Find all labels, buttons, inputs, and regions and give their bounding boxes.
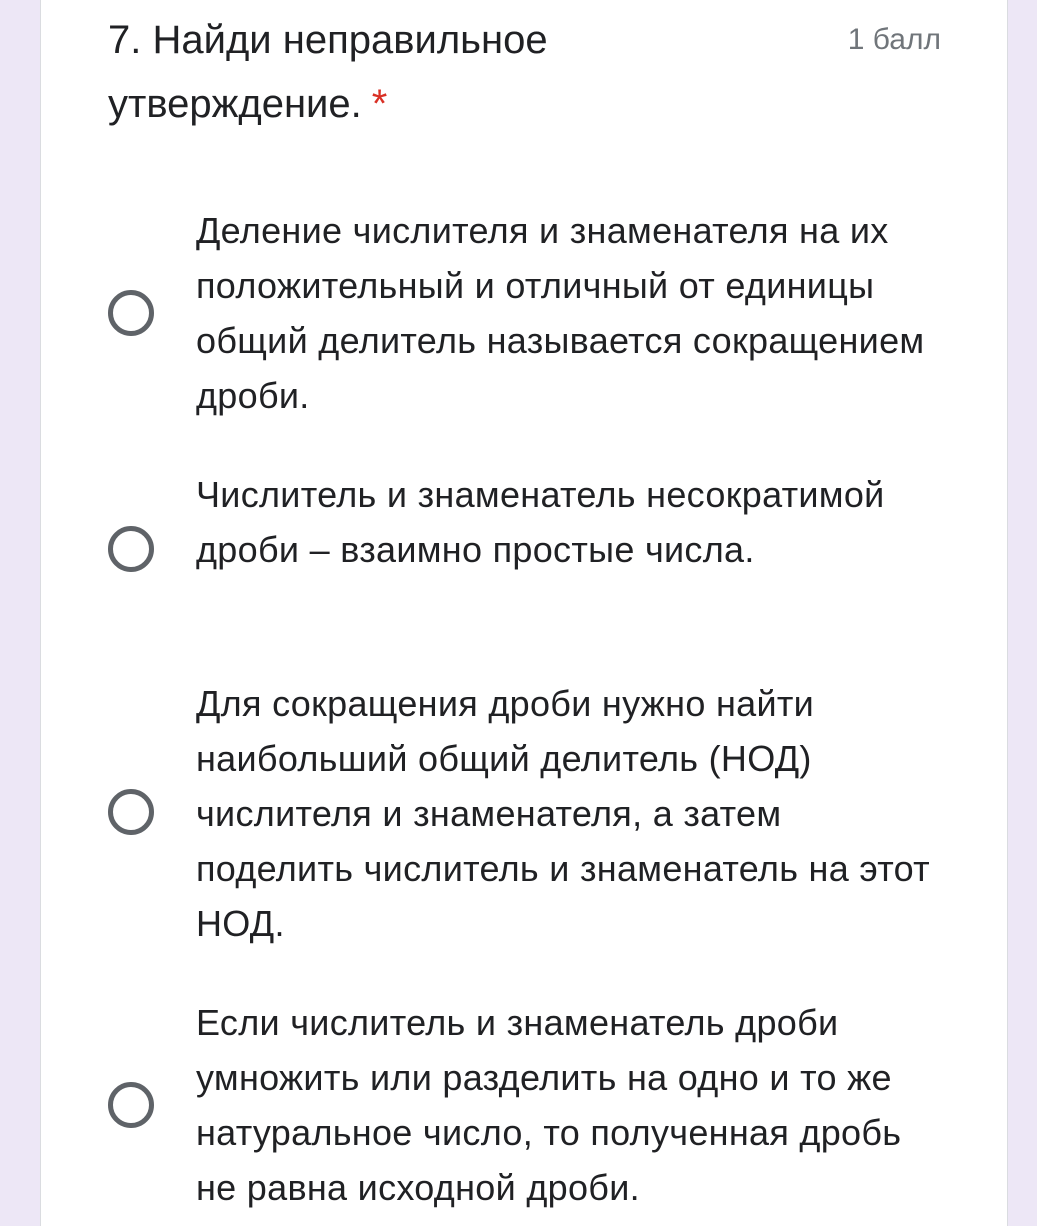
- option-3[interactable]: [108, 676, 968, 951]
- radio-button-4[interactable]: [108, 1082, 154, 1128]
- points-label: 1 балл: [847, 23, 941, 56]
- question-title-text: 7. Найди неправильное утверждение.: [108, 18, 548, 126]
- option-2[interactable]: [108, 467, 968, 632]
- option-label-1: Деление числителя и знаменателя на их положительный и отличный от единицы общий делитель называется сокращением дроби.: [196, 210, 925, 416]
- option-label-4: Если числитель и знаменатель дроби умножить или разделить на одно и то же натуральное число, то полученная дробь не равна исходной дроби.: [196, 1002, 902, 1208]
- question-card: [40, 0, 1008, 1226]
- radio-button-2[interactable]: [108, 526, 154, 572]
- required-asterisk: *: [371, 82, 388, 126]
- option-1[interactable]: [108, 203, 968, 423]
- option-4[interactable]: [108, 995, 968, 1215]
- question-title: [108, 8, 808, 136]
- radio-button-3[interactable]: [108, 789, 154, 835]
- radio-button-1[interactable]: [108, 290, 154, 336]
- option-label-2: Числитель и знаменатель несократимой дроби – взаимно простые числа.: [196, 474, 885, 570]
- option-label-3: Для сокращения дроби нужно найти наибольший общий делитель (НОД) числителя и знаменателя, а затем поделить числитель и знаменатель на этот НОД.: [196, 683, 930, 944]
